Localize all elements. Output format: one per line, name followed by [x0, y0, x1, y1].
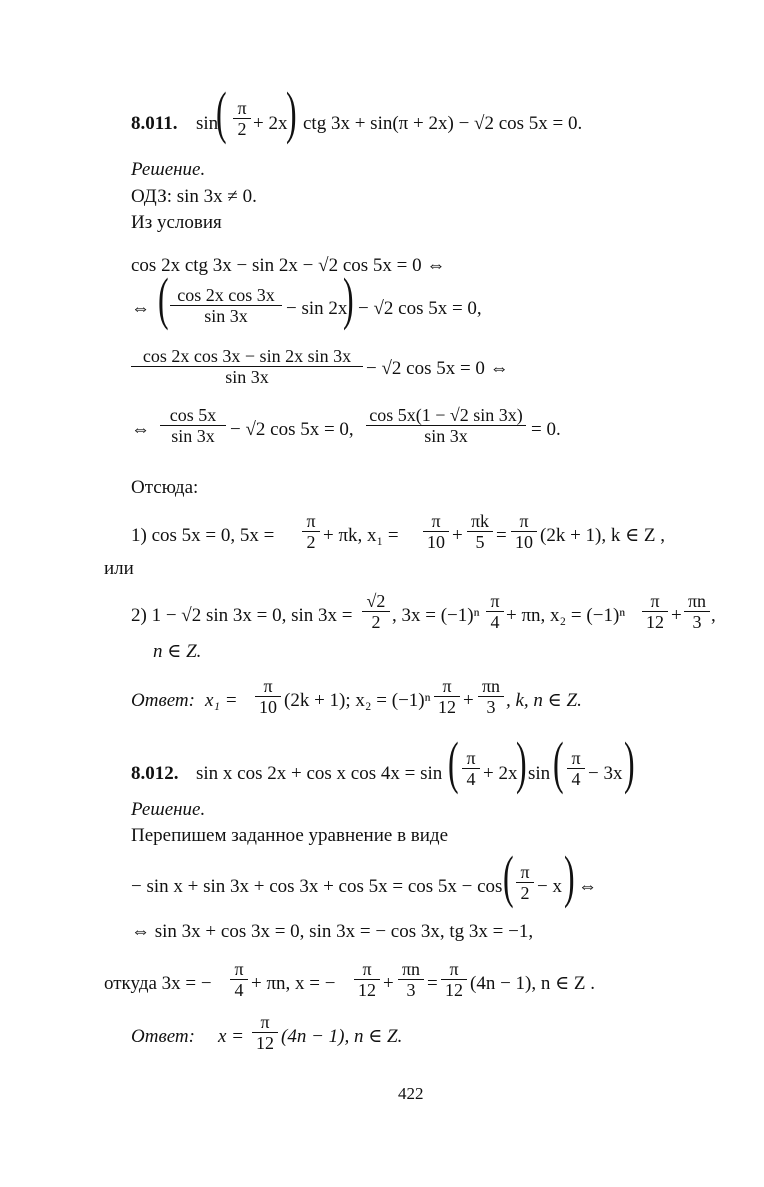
answer-text: , k, n ∈ Z. — [506, 690, 582, 711]
paren-right: ) — [564, 844, 575, 909]
equation-text: sin — [196, 113, 219, 134]
equation-line: − sin x + sin 3x + cos 3x + cos 5x = cos 5x − cos — [131, 876, 503, 897]
domain-condition: ОДЗ: sin 3x ≠ 0. — [131, 186, 257, 207]
equivalence-symbol: ⇔ — [131, 419, 150, 440]
fraction: $\frac{\pi}{10}$ — [423, 511, 449, 552]
fraction: $\frac{\pi}{4}$ — [230, 959, 248, 1000]
equation-text: + — [671, 605, 682, 626]
paren-right: ) — [286, 80, 297, 145]
paren-left: ( — [216, 80, 227, 145]
fraction: $\frac{\cos 5x}{\sin 3x}$ — [160, 405, 226, 446]
equation-text: = — [496, 525, 507, 546]
text-line: Отсюда: — [131, 477, 199, 498]
problem-number: 8.011. — [131, 113, 178, 134]
fraction: $\frac{\pi}{2}$ — [233, 98, 251, 139]
page-number: 422 — [398, 1084, 424, 1103]
text-line: или — [104, 558, 134, 579]
case-two: 2) 1 − √2 sin 3x = 0, sin 3x = — [131, 605, 353, 626]
equation-text: sin x cos 2x + cos x cos 4x = sin — [196, 763, 443, 784]
answer-text: x₁ = — [205, 690, 238, 711]
fraction: $\frac{\pi k}{5}$ — [467, 511, 493, 552]
equation-text: , 3x = (−1)ⁿ — [392, 605, 480, 626]
equation-text: + πn, x = − — [251, 973, 336, 994]
fraction: $\frac{\pi}{10}$ — [255, 676, 281, 717]
equation-line: ⇔ sin 3x + cos 3x = 0, sin 3x = − cos 3x, tg 3x = −1, — [131, 921, 534, 942]
solution-heading: Решение. — [131, 159, 206, 180]
fraction: $\frac{\text{cos 2x cos 3x − sin 2x sin 3x}}{\sin 3x}$ — [131, 346, 363, 387]
paren-left: ( — [448, 730, 459, 795]
equation-text: − x — [537, 876, 562, 897]
fraction: $\frac{\pi n}{3}$ — [684, 591, 710, 632]
answer-text: (2k + 1); x₂ = (−1)ⁿ — [284, 690, 431, 711]
answer-label: Ответ: — [131, 1026, 195, 1047]
fraction: $\frac{\cos 5x(1 - √2 \sin 3x)}{\sin 3x}$ — [366, 405, 526, 446]
equation-text: − √2 cos 5x = 0, — [230, 419, 354, 440]
fraction: $\frac{\text{cos 2x cos 3x}}{\sin 3x}$ — [170, 285, 282, 326]
answer-label: Ответ: — [131, 690, 195, 711]
equation-text: − √2 cos 5x = 0, — [358, 298, 482, 319]
text-line: Перепишем заданное уравнение в виде — [131, 825, 449, 846]
equation-text: + — [452, 525, 463, 546]
fraction: $\frac{\pi}{12}$ — [434, 676, 460, 717]
equivalence-symbol: ⇔ — [578, 876, 597, 897]
equation-text: + πk, x₁ = — [323, 525, 399, 546]
solution-heading: Решение. — [131, 799, 206, 820]
equation-text: + 2x — [253, 113, 288, 134]
equation-text: ctg 3x + sin(π + 2x) − √2 cos 5x = 0. — [303, 113, 583, 134]
equation-text: + — [383, 973, 394, 994]
text-line: Из условия — [131, 212, 222, 233]
equation-text: − √2 cos 5x = 0 ⇔ — [366, 358, 509, 379]
fraction: $\frac{\pi n}{3}$ — [478, 676, 504, 717]
fraction: $\frac{\pi}{12}$ — [354, 959, 380, 1000]
problem-number: 8.012. — [131, 763, 179, 784]
equivalence-symbol: ⇔ — [131, 298, 150, 319]
fraction: $\frac{\pi}{4}$ — [462, 748, 480, 789]
equation-line: откуда 3x = − — [104, 973, 212, 994]
paren-right: ) — [343, 266, 354, 331]
equation-text: − sin 2x — [286, 298, 348, 319]
answer-text: x = — [218, 1026, 245, 1047]
equation-line: cos 2x ctg 3x − sin 2x − √2 cos 5x = 0 ⇔ — [131, 255, 446, 276]
paren-right: ) — [516, 730, 527, 795]
fraction: $\frac{√2}{2}$ — [362, 591, 390, 632]
paren-left: ( — [158, 266, 169, 331]
fraction: $\frac{\pi}{10}$ — [511, 511, 537, 552]
equation-text: sin — [528, 763, 551, 784]
fraction: $\frac{\pi n}{3}$ — [398, 959, 424, 1000]
equation-text: (4n − 1), n ∈ Z . — [470, 973, 596, 994]
paren-left: ( — [553, 730, 564, 795]
equation-text: − 3x — [588, 763, 623, 784]
equation-text: = 0. — [531, 419, 561, 440]
equation-text: n ∈ Z. — [153, 641, 202, 662]
case-one: 1) cos 5x = 0, 5x = — [131, 525, 275, 546]
fraction: $\frac{\pi}{12}$ — [252, 1012, 278, 1053]
equation-text: + πn, x₂ = (−1)ⁿ — [506, 605, 626, 626]
fraction: $\frac{\pi}{12}$ — [642, 591, 668, 632]
paren-right: ) — [624, 730, 635, 795]
equation-text: = — [427, 973, 438, 994]
paren-left: ( — [503, 844, 514, 909]
equation-text: (2k + 1), k ∈ Z , — [540, 525, 666, 546]
answer-text: (4n − 1), n ∈ Z. — [281, 1026, 403, 1047]
equation-text: , — [711, 605, 716, 626]
fraction: $\frac{\pi}{2}$ — [516, 862, 534, 903]
equation-text: + 2x — [483, 763, 518, 784]
fraction: $\frac{\pi}{2}$ — [302, 511, 320, 552]
fraction: $\frac{\pi}{12}$ — [441, 959, 467, 1000]
fraction: $\frac{\pi}{4}$ — [567, 748, 585, 789]
answer-text: + — [463, 690, 474, 711]
fraction: $\frac{\pi}{4}$ — [486, 591, 504, 632]
